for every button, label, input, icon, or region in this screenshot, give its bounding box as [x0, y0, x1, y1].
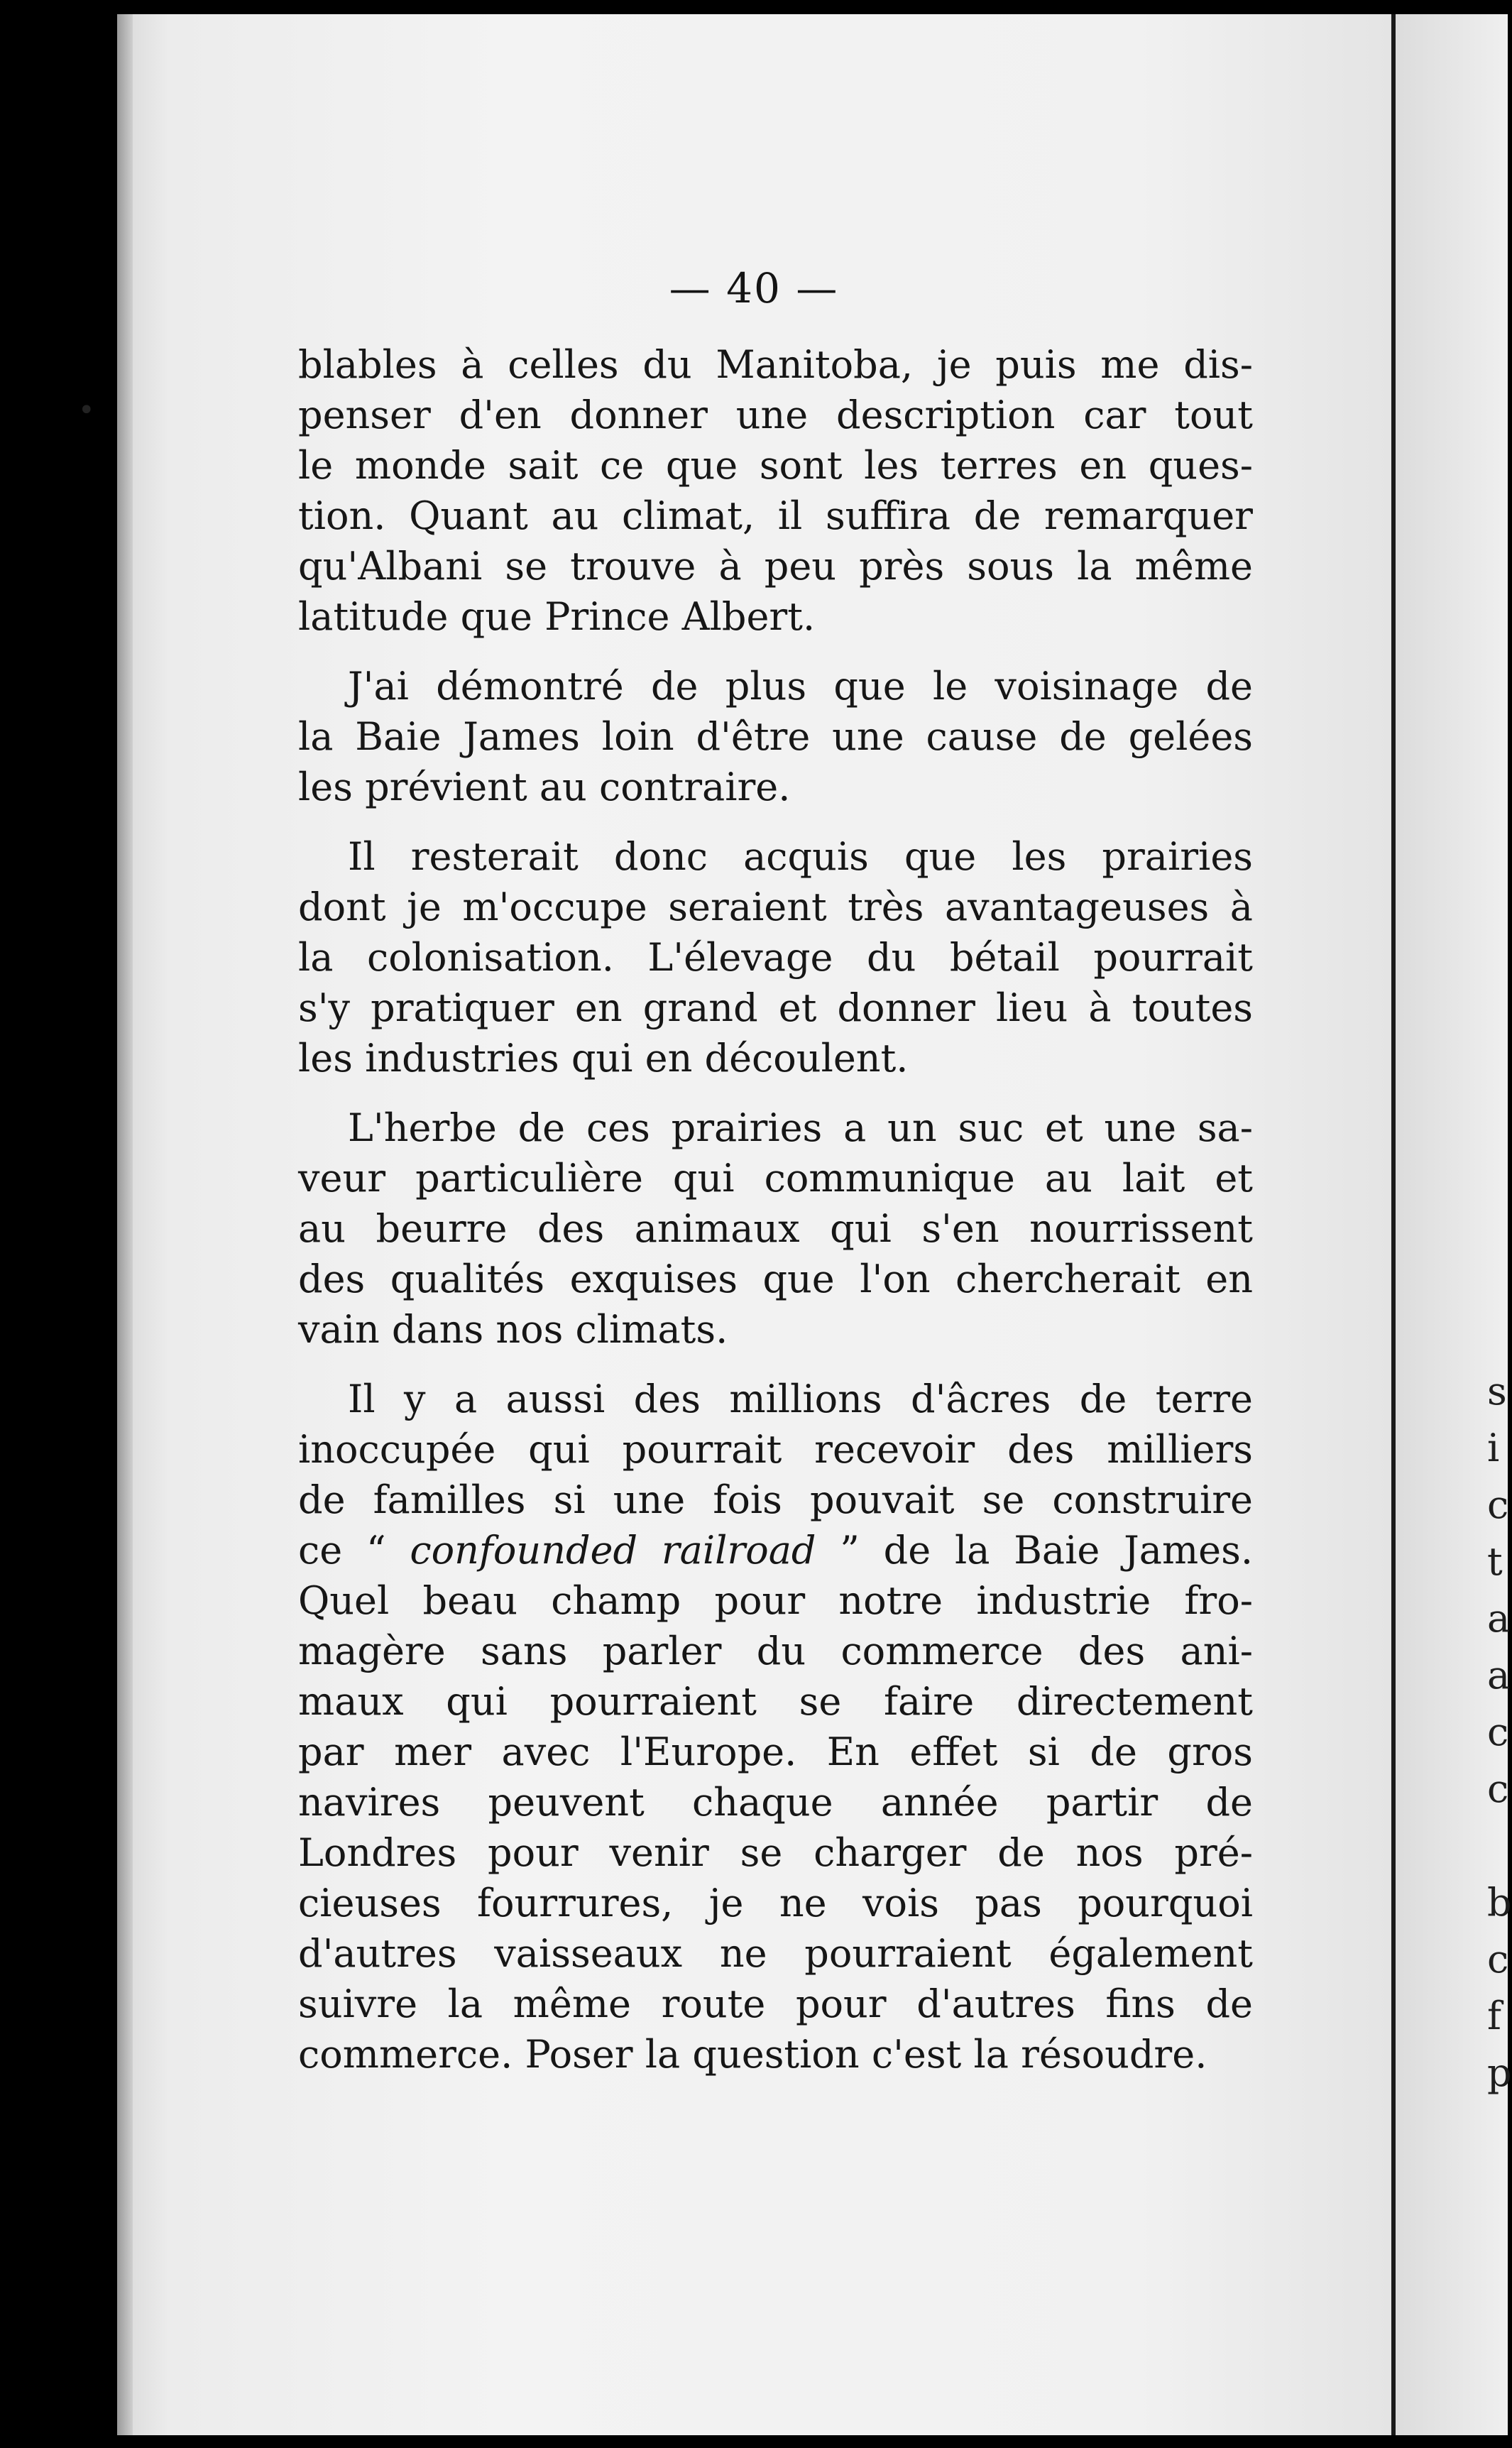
facing-page-letter: a	[1487, 1596, 1511, 1641]
text-line: d'autres vaisseaux ne pourraient également	[298, 1931, 1253, 1976]
body-text	[298, 339, 1253, 2080]
text-line: qu'Albani se trouve à peu près sous la même	[298, 544, 1253, 589]
facing-page-letter: s	[1487, 1369, 1507, 1414]
text-line: par mer avec l'Europe. En effet si de gros	[298, 1730, 1253, 1774]
text-line: Quel beau champ pour notre industrie fro-	[298, 1578, 1253, 1623]
text-line: les industries qui en découlent.	[298, 1036, 909, 1081]
text-line: dont je m'occupe seraient très avantageuses à	[298, 885, 1253, 929]
text-line: Il resterait donc acquis que les prairies	[348, 834, 1253, 879]
text-line: au beurre des animaux qui s'en nourrissent	[298, 1206, 1253, 1251]
facing-page-letter: p	[1487, 2050, 1512, 2095]
facing-page-letter: c	[1487, 1766, 1509, 1811]
text-line: de familles si une fois pouvait se construire	[298, 1477, 1253, 1522]
text-line: J'ai démontré de plus que le voisinage de	[348, 664, 1253, 709]
text-line: L'herbe de ces prairies a un suc et une sa-	[348, 1105, 1253, 1150]
page-left-edge	[117, 14, 133, 2435]
facing-page-letter: t	[1487, 1539, 1503, 1584]
text-line: penser d'en donner une description car tout	[298, 393, 1253, 437]
paragraph-p4	[298, 1103, 1253, 1355]
facing-page-letter: b	[1487, 1880, 1512, 1925]
text-line: navires peuvent chaque année partir de	[298, 1780, 1253, 1825]
text-line: le monde sait ce que sont les terres en ques-	[298, 443, 1253, 488]
paragraph-p1	[298, 339, 1253, 642]
ink-speck: •	[78, 394, 95, 427]
italic-phrase: confounded railroad	[410, 1528, 816, 1573]
text-line: blables à celles du Manitoba, je puis me dis-	[298, 342, 1253, 387]
facing-page-text-fragments	[1487, 1363, 1512, 2102]
text-line: la Baie James loin d'être une cause de gelées	[298, 714, 1253, 759]
text-line: latitude que Prince Albert.	[298, 594, 816, 639]
paragraph-p5	[298, 1374, 1253, 2080]
text-line: inoccupée qui pourrait recevoir des milliers	[298, 1427, 1253, 1472]
text-line: Londres pour venir se charger de nos pré-	[298, 1830, 1253, 1875]
text-line: commerce. Poser la question c'est la résoudre.	[298, 2032, 1207, 2077]
text-line: cieuses fourrures, je ne vois pas pourquoi	[298, 1881, 1253, 1925]
facing-page-letter: f	[1487, 1994, 1501, 2038]
page-number: — 40 —	[669, 264, 839, 312]
facing-page-letter	[1487, 1818, 1508, 1874]
facing-page-letter: c	[1487, 1937, 1509, 1982]
text-line: Il y a aussi des millions d'âcres de terre	[348, 1377, 1253, 1421]
text-line: la colonisation. L'élevage du bétail pourrait	[298, 935, 1253, 980]
text-line: tion. Quant au climat, il suffira de remarquer	[298, 493, 1253, 538]
text-line: maux qui pourraient se faire directement	[298, 1679, 1253, 1724]
paragraph-p3	[298, 831, 1253, 1083]
text-line: ce “ confounded railroad ” de la Baie James.	[298, 1528, 1254, 1573]
text-line: vain dans nos climats.	[298, 1307, 728, 1352]
text-line: magère sans parler du commerce des ani-	[298, 1629, 1253, 1673]
paragraph-p2	[298, 661, 1253, 812]
text-line: les prévient au contraire.	[298, 765, 791, 809]
facing-page-letter: c	[1487, 1710, 1509, 1754]
facing-page-letter: i	[1487, 1426, 1500, 1470]
text-line: des qualités exquises que l'on chercherait en	[298, 1257, 1253, 1301]
facing-page-letter: c	[1487, 1482, 1509, 1527]
text-line: s'y pratiquer en grand et donner lieu à toutes	[298, 985, 1253, 1030]
text-line: suivre la même route pour d'autres fins de	[298, 1982, 1253, 2026]
text-line: veur particulière qui communique au lait et	[298, 1156, 1253, 1201]
facing-page-letter: a	[1487, 1653, 1511, 1698]
